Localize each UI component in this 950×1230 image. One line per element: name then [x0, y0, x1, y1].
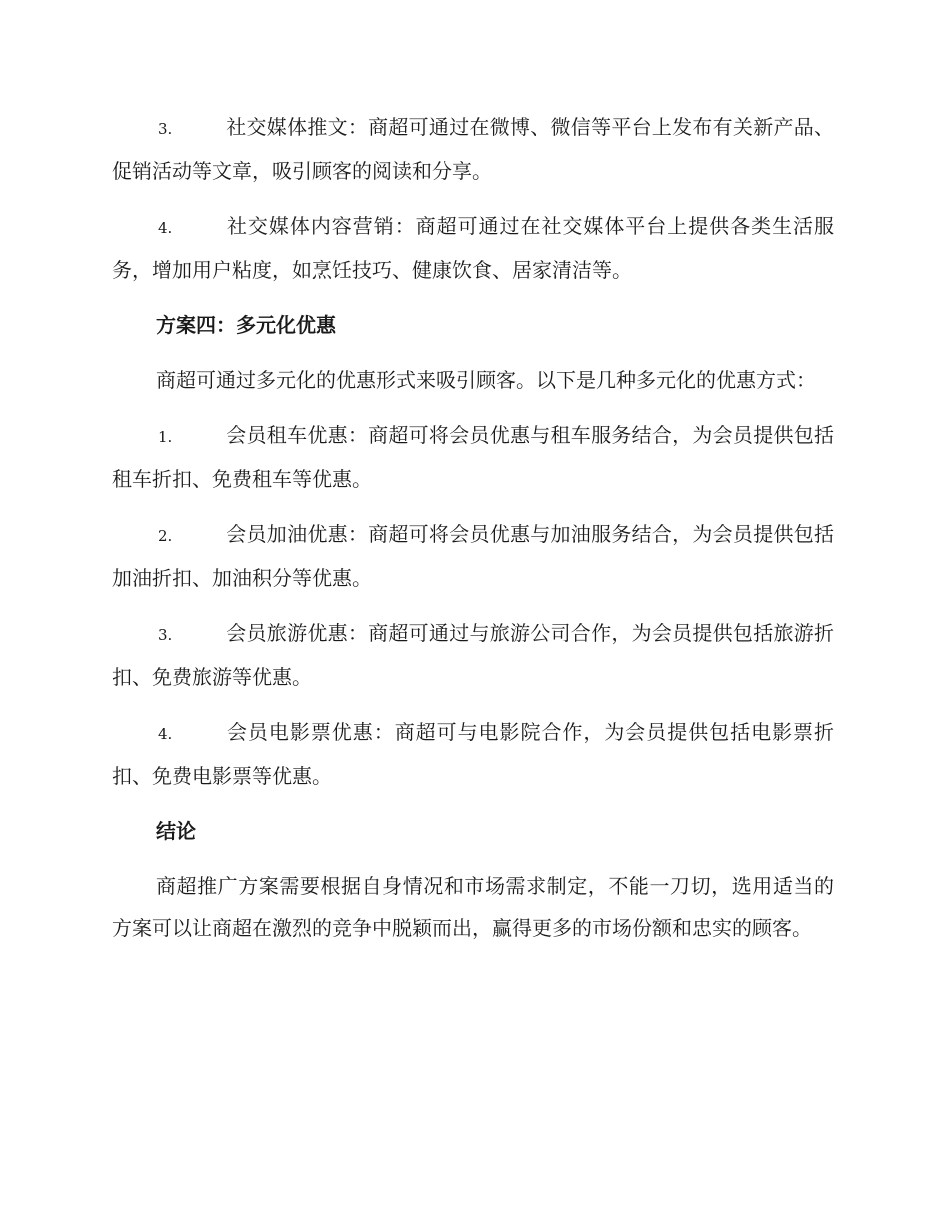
list-item-number: 4.: [158, 725, 173, 743]
list-item-text: 会员旅游优惠：商超可通过与旅游公司合作，为会员提供包括旅游折扣、免费旅游等优惠。: [112, 621, 834, 689]
section-heading-conclusion: 结论: [156, 819, 196, 843]
conclusion-paragraph: 商超推广方案需要根据自身情况和市场需求制定，不能一刀切，选用适当的方案可以让商超在激烈的竞争中脱颖而出，赢得更多的市场份额和忠实的顾客。: [112, 874, 834, 940]
list-item-number: 3.: [158, 120, 173, 138]
list-item-text: 会员租车优惠：商超可将会员优惠与租车服务结合，为会员提供包括租车折扣、免费租车等优惠。: [112, 423, 834, 491]
document-page: [112, 106, 834, 962]
list-item-number: 4.: [158, 219, 173, 237]
list-item: [112, 414, 834, 500]
list-item-text: 社交媒体内容营销：商超可通过在社交媒体平台上提供各类生活服务，增加用户粘度，如烹饪技巧、健康饮食、居家清洁等。: [112, 214, 834, 282]
list-item-number: 2.: [158, 527, 173, 545]
list-item-number: 3.: [158, 626, 173, 644]
list-item-text: 社交媒体推文：商超可通过在微博、微信等平台上发布有关新产品、促销活动等文章，吸引顾客的阅读和分享。: [112, 115, 834, 183]
list-item: [112, 106, 834, 192]
list-item-text: 会员加油优惠：商超可将会员优惠与加油服务结合，为会员提供包括加油折扣、加油积分等优惠。: [112, 522, 834, 590]
section-heading-plan-four: 方案四：多元化优惠: [156, 313, 336, 337]
list-item-number: 1.: [158, 428, 173, 446]
list-item: [112, 612, 834, 698]
list-item: [112, 711, 834, 797]
list-item-text: 会员电影票优惠：商超可与电影院合作，为会员提供包括电影票折扣、免费电影票等优惠。: [112, 720, 834, 788]
list-item: [112, 513, 834, 599]
list-item: [112, 205, 834, 291]
section-intro-paragraph: 商超可通过多元化的优惠形式来吸引顾客。以下是几种多元化的优惠方式：: [156, 368, 816, 392]
